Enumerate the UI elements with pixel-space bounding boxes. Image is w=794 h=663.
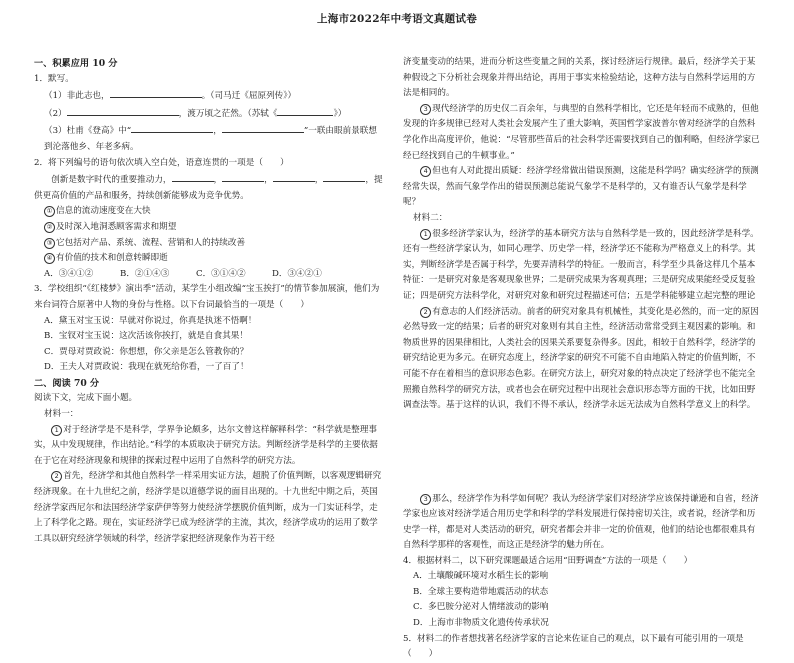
question-1-3: （3）杜甫《登高》中“ ， ”一联由眼前景联想到沦落他乡、年老多病。 <box>34 122 384 155</box>
question-5: 5．材料二的作者想找著名经济学家的言论来佐证自己的观点，以下最有可能引用的一项是（ ） <box>403 633 744 660</box>
answer-blank[interactable] <box>222 122 304 133</box>
answer-blank[interactable] <box>110 87 202 98</box>
answer-blank[interactable] <box>222 171 264 182</box>
paragraph-3: 3 现代经济学的历史仅二百余年，与典型的自然科学相比，它还是年轻而不成熟的，但他发现的许多规律已经对人类社会发展产生了重大影响，英国哲学家波普尔曾对经济学的自然科学化作出高度评价，他说：“尽管那些苗后的社会科学还需要找到自己的伽利略，但经济学家已经已经找到自己的牛顿事业。” <box>403 103 760 161</box>
list-item: ③ 它包括对产品、系统、流程、营销和人的持续改善 <box>34 236 384 252</box>
paragraph-1: 1 对于经济学是不是科学，学界争论颇多，达尔文曾这样解释科学：“科学就是整理事实，从中发现规律，作出结论。”科学的本质取决于研究方法。判断经济学是科学的主要依据在于它在对经济现象和规律的探索过程中运用了自然科学的研究方法。 <box>34 424 378 466</box>
answer-blank[interactable] <box>172 171 214 182</box>
option-a[interactable]: A．③④①② <box>44 268 94 279</box>
answer-blank[interactable] <box>323 171 365 182</box>
paragraph-2-continued: 济变量变动的结果，进而分析这些变量之间的关系，探讨经济运行规律。最后，经济学关于某种假设之下分析社会现象并得出结论，再用于事实来检验结论，这种方法与自然科学运用的方法是相同的。 <box>403 57 756 99</box>
page-title: 上海市2022年中考语文真题试卷 <box>316 13 478 25</box>
option-b[interactable]: B．全球主要构造带地震活动的状态 <box>413 586 549 597</box>
option-d[interactable]: D．③④②① <box>272 268 322 279</box>
question-2-stem: 创新是数字时代的重要推动力， ， ， ， ，提供更高价值的产品和服务，持续创新能够成为竞争优势。 <box>34 171 384 204</box>
option-c[interactable]: C．贾母对贾政说：你想想，你父亲是怎么管教你的？ <box>44 346 249 357</box>
list-item: ④ 有价值的技术和创意转瞬即逝 <box>34 251 384 267</box>
question-3: 3．学校组织“《红楼梦》演出季”活动，某学生小组改编“宝玉挨打”的情节参加展演，他们为来台词符合原著中人物的身份与性格。以下台词最恰当的一项是（ ） <box>34 284 380 310</box>
option-c[interactable]: C．多巴胺分泌对人情绪波动的影响 <box>413 602 549 613</box>
question-1-1: （1）非此志也， 。（司马迁《屈原列传》） <box>34 87 384 105</box>
question-1: 1．默写。 <box>34 73 74 84</box>
paragraph-2: 2 首先，经济学和其他自然科学一样采用实证方法，超脱了价值判断，以客观逻辑研究经济现象。在十九世纪之前，经济学是以道德学说的面目出现的。十九世纪中期之后，英国经济学家西尼尔和法国经济学家萨伊等努力使经济学摆脱价值判断，成为一门实证科学，走上了科学化之路。现在，实证经济学已成为经济学的主流，其次，经济学成功的运用了数学工具以研究经济学领域的科学，经济学家把经济现象作为若干经 <box>34 471 382 544</box>
paragraph-5: 1 很多经济学家认为，经济学的基本研究方法与自然科学是一致的，因此经济学是科学。还有一些经济学家认为，如同心理学、历史学一样，经济学还不能称为严格意义上的科学。其实，判断经济学是否属于科学，先要弄清科学的特征。一般而言，科学至少具备这样几个基本特征：一是研究对象是客观现象世界；二是研究成果为客观真理；三是研究成果能经受反复验证；四是研究方法科学化，对研究对象和研究过程描述可信；五是学科能够建立起完整的理论 <box>403 228 759 301</box>
option-d[interactable]: D．上海市非物质文化遗传传承状况 <box>413 617 549 628</box>
paragraph-7: 3 那么，经济学作为科学如何呢？我认为经济学家们对经济学应该保持谦逊和自省，经济学家也应该对经济学适合用历史学和科学的学科发展进行保持密切关注，或者说，经济学和历史学一样，都是对人类活动的研究，研究者都会并非一定的价值观，他们的结论也都很难具有自然科学那样的客观性，而这正是经济学的魅力所在。 <box>403 493 759 551</box>
material-2-label: 材料二： <box>413 212 448 223</box>
answer-blank[interactable] <box>277 105 333 116</box>
section-heading-2: 二、阅读 70 分 <box>34 377 100 389</box>
paragraph-6: 2 有意志的人们经济活动。前者的研究对象具有机械性，其变化是必然的，而一定的原因必然导致一定的结果；后者的研究对象则有其自主性，经济活动常常受到主观因素的影响。和物质世界的因果律相比，人类社会的因果关系要复杂得多。因此，相较于自然科学，经济学的研究结论更为多元。在研究态度上，经济学家的研究不可能不自由地陷入特定的价值判断，不可能不存在着相当的意识形态色彩。在研究方法上，研究对象的特点决定了经济学也不能完全照搬自然科学的研究方法，或者也会在研究过程中出现社会意识形态等方面的干扰，比如田野调查法等。基于这样的认识，我们不得不承认，经济学永远无法成为自然科学意义上的科学。 <box>403 306 759 411</box>
reading-intro: 阅读下文，完成下面小题。 <box>34 393 138 404</box>
answer-blank[interactable] <box>67 105 179 116</box>
option-d[interactable]: D．王夫人对贾政说：我现在就死给你看，一了百了！ <box>44 362 249 373</box>
option-a[interactable]: A．土壤酸碱环境对水稻生长的影响 <box>413 571 549 582</box>
question-2-options <box>34 267 384 283</box>
option-a[interactable]: A．黛玉对宝玉说：早就对你说过，你真是执迷不悟啊！ <box>44 315 257 326</box>
answer-blank[interactable] <box>273 171 315 182</box>
material-1-label: 材料一： <box>44 409 79 420</box>
question-2: 2．将下列编号的语句依次填入空白处，语意连贯的一项是（ ） <box>34 157 289 168</box>
list-item: ① 信息的流动速度变在大快 <box>34 204 384 220</box>
section-heading-1: 一、积累应用 10 分 <box>34 58 118 69</box>
question-4: 4．根据材料二，以下研究课题最适合运用“田野调查”方法的一项是（ ） <box>403 555 693 566</box>
option-c[interactable]: C．③①④② <box>196 268 246 279</box>
right-column <box>403 55 763 663</box>
paragraph-4: 4 但也有人对此提出质疑：经济学经常做出错误预测，这能是科学吗？确实经济学的预测经常失误，然而气象学作出的错误预测总能说气象学不是科学的，又有谁否认气象学是科学呢？ <box>403 166 759 208</box>
option-b[interactable]: B．②①④③ <box>120 268 170 279</box>
question-1-2: （2） ，渡万顷之茫然。（苏轼《 》） <box>34 105 384 123</box>
option-b[interactable]: B．宝钗对宝玉说：这次活该你挨打，就是自食其果！ <box>44 331 248 342</box>
left-column <box>34 56 384 547</box>
answer-blank[interactable] <box>131 122 213 133</box>
list-item: ② 及时深入地洞悉顾客需求和期望 <box>34 220 384 236</box>
